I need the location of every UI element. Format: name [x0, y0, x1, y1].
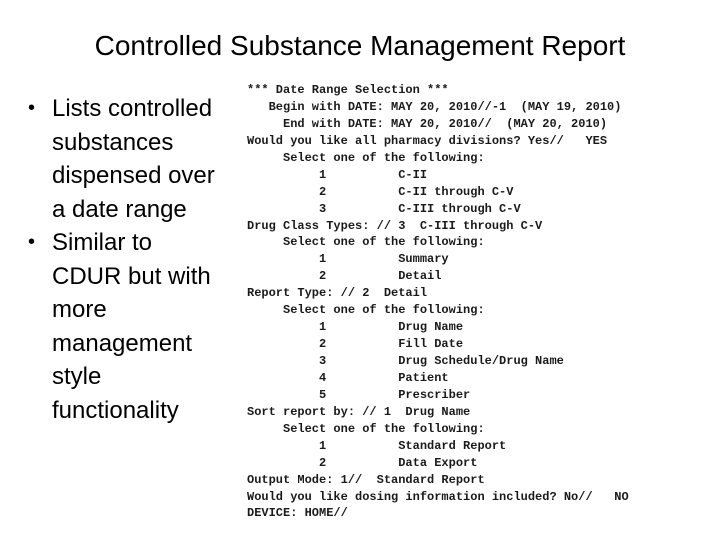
bullet-dot-icon: • — [28, 97, 36, 119]
terminal-line: 2 Detail — [247, 269, 442, 284]
terminal-line: Output Mode: 1// Standard Report — [247, 472, 485, 487]
terminal-line: 1 Standard Report — [247, 438, 507, 453]
slide-title: Controlled Substance Management Report — [94, 30, 626, 61]
terminal-line: End with DATE: MAY 20, 2010// (MAY 20, 2010) — [247, 116, 608, 131]
terminal-line: 1 Summary — [247, 252, 449, 267]
terminal-line: 2 C-II through C-V — [247, 184, 514, 199]
terminal-line: 5 Prescriber — [247, 387, 471, 402]
terminal-line: Select one of the following: — [247, 235, 485, 250]
terminal-line: 3 C-III through C-V — [247, 201, 521, 216]
terminal-line: Would you like dosing information included? No// NO — [247, 489, 629, 504]
terminal-line: Select one of the following: — [247, 303, 485, 318]
terminal-line: Sort report by: // 1 Drug Name — [247, 404, 471, 419]
terminal-line: 1 C-II — [247, 167, 428, 182]
terminal-line: Select one of the following: — [247, 421, 485, 436]
bullet-text: Lists controlled substances dispensed over a date range — [52, 95, 215, 223]
terminal-line: 2 Data Export — [247, 455, 478, 470]
terminal-line: Select one of the following: — [247, 150, 485, 165]
terminal-line: *** Date Range Selection *** — [247, 83, 449, 97]
terminal-line: 3 Drug Schedule/Drug Name — [247, 354, 564, 368]
bullet-item — [24, 92, 229, 226]
terminal-line: 4 Patient — [247, 370, 449, 385]
terminal-output — [247, 82, 707, 522]
terminal-line: Would you like all pharmacy divisions? Yes// YES — [247, 133, 608, 148]
bullet-text: Similar to CDUR but with more management style functionality — [52, 229, 211, 424]
terminal-line: DEVICE: HOME// — [247, 506, 348, 521]
terminal-line: 2 Fill Date — [247, 337, 464, 352]
terminal-line: Begin with DATE: MAY 20, 2010//-1 (MAY 19, 2010) — [247, 99, 622, 114]
terminal-line: 1 Drug Name — [247, 320, 464, 335]
bullet-dot-icon: • — [28, 231, 36, 253]
bullet-list — [24, 92, 229, 427]
terminal-line: Drug Class Types: // 3 C-III through C-V — [247, 218, 543, 233]
bullet-item — [24, 226, 229, 427]
terminal-line: Report Type: // 2 Detail — [247, 286, 428, 301]
